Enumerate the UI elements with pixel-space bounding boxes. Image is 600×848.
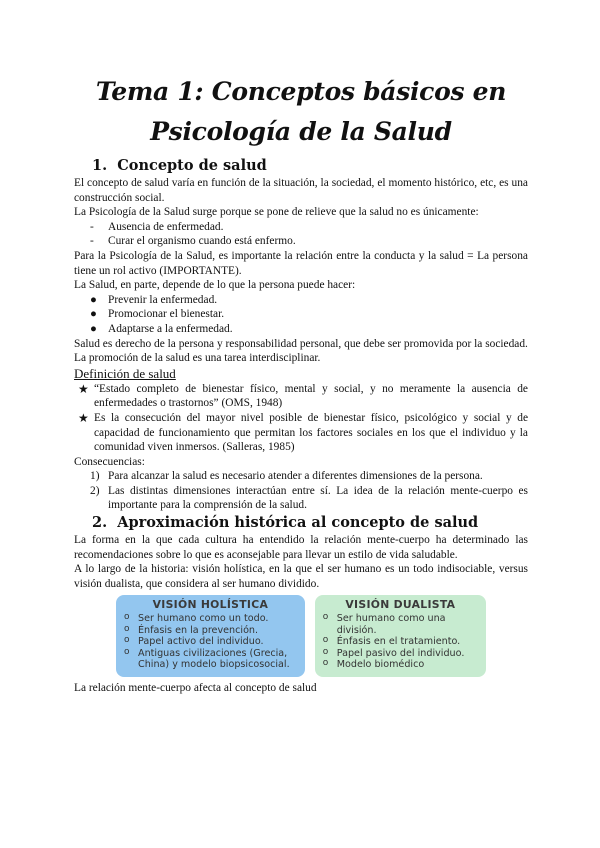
numbered-list: [74, 469, 528, 513]
star-list: [74, 382, 528, 455]
paragraph: La forma en la que cada cultura ha entendido la relación mente-cuerpo ha determinado las recomendaciones sobre lo que es aconsejable para llevar un estilo de vida saludable.: [74, 534, 528, 561]
holistic-list: [124, 613, 297, 671]
list-item: o Papel activo del individuo.: [124, 636, 297, 648]
list-item: ★ “Estado completo de bienestar físico, mental y social, y no meramente la ausencia de enfermedades o trastornos” (OMS, 1948): [78, 381, 528, 410]
list-item: o Énfasis en el tratamiento.: [323, 636, 478, 648]
dualist-view-box: [315, 595, 486, 677]
dualist-view-title: VISIÓN DUALISTA: [345, 598, 456, 612]
bullet-list: [74, 293, 528, 337]
list-item: o Ser humano como una división.: [323, 613, 478, 636]
list-item: 2) Las distintas dimensiones interactúan entre sí. La idea de la relación mente-cuerpo es importante para la comprensión de la salud.: [90, 484, 528, 512]
dualist-list: [323, 613, 478, 671]
dash-marker: -: [90, 235, 94, 248]
holistic-view-title: VISIÓN HOLÍSTICA: [152, 598, 269, 612]
list-item: ● Prevenir la enfermedad.: [90, 293, 218, 306]
list-item: - Curar el organismo cuando está enfermo.: [90, 235, 296, 248]
list-item: 1) Para alcanzar la salud es necesario atender a diferentes dimensiones de la persona.: [90, 470, 483, 483]
paragraph: El concepto de salud varía en función de la situación, la sociedad, el momento histórico, etc, es una construcción social.: [74, 177, 528, 204]
paragraph: La Salud, en parte, depende de lo que la persona puede hacer:: [74, 279, 356, 292]
list-item: ● Promocionar el bienestar.: [90, 308, 225, 321]
paragraph: A lo largo de la historia: visión holística, en la que el ser humano es un todo indisociable, versus visión dualista, que considera al ser humano dividido.: [74, 563, 528, 590]
list-item: o Modelo biomédico: [323, 659, 478, 671]
document-title: Tema 1: Conceptos básicos en Psicología de la Salud: [95, 77, 507, 146]
number-marker: 2): [90, 484, 100, 497]
definition-subheading: Definición de salud: [74, 365, 176, 381]
document-page: [74, 72, 528, 696]
bullet-icon: ●: [90, 322, 97, 335]
comparison-image: [116, 595, 486, 677]
list-item: o Ser humano como un todo.: [124, 613, 297, 625]
list-item: o Papel pasivo del individuo.: [323, 648, 478, 660]
paragraph: Salud es derecho de la persona y responsabilidad personal, que debe ser promovida por la sociedad.: [74, 337, 528, 350]
paragraph: Consecuencias:: [74, 455, 145, 468]
number-marker: 1): [90, 470, 100, 483]
star-icon: ★: [78, 381, 89, 396]
paragraph: La relación mente-cuerpo afecta al concepto de salud: [74, 682, 317, 694]
list-item: o Antiguas civilizaciones (Grecia, China) y modelo biopsicosocial.: [124, 648, 297, 671]
dash-marker: -: [90, 220, 94, 233]
star-icon: ★: [78, 410, 89, 425]
paragraph: La Psicología de la Salud surge porque se pone de relieve que la salud no es únicamente:: [74, 206, 479, 219]
list-item: - Ausencia de enfermedad.: [90, 220, 224, 233]
paragraph: Para la Psicología de la Salud, es importante la relación entre la conducta y la salud = La persona tiene un rol activo (IMPORTANTE).: [74, 249, 528, 277]
list-item: ★ Es la consecución del mayor nivel posible de bienestar físico, psicológico y social y de capacidad de funcionamiento que permitan los factores sociales en los que el individuo y la comunidad viven inmersos. (Salleras, 1985): [78, 410, 528, 454]
bullet-icon: ●: [90, 293, 97, 306]
holistic-view-box: [116, 595, 305, 677]
bullet-icon: ●: [90, 308, 97, 321]
paragraph: La promoción de la salud es una tarea interdisciplinar.: [74, 352, 321, 365]
list-item: o Énfasis en la prevención.: [124, 625, 297, 637]
dash-list: [74, 220, 528, 249]
list-item: ● Adaptarse a la enfermedad.: [90, 322, 233, 335]
section-2-heading: 2. Aproximación histórica al concepto de salud: [92, 514, 479, 532]
section-1-heading: 1. Concepto de salud: [92, 157, 267, 174]
